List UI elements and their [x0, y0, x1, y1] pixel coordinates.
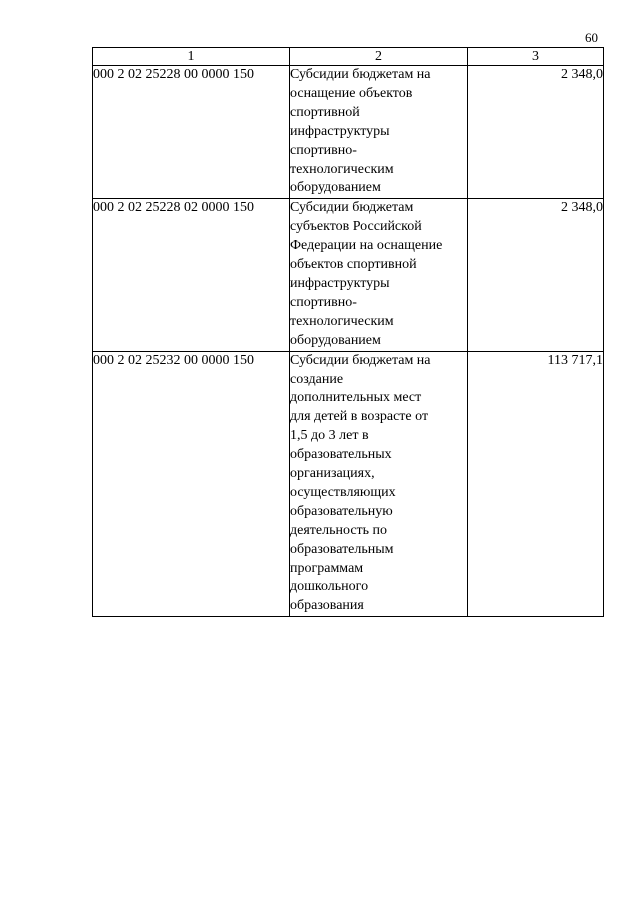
- item-name-line: технологическим: [290, 161, 394, 177]
- item-name-cell: [290, 66, 468, 199]
- amount-cell: 113 717,1: [468, 351, 604, 617]
- table-row: [93, 66, 604, 199]
- item-name-line: Субсидии бюджетам на: [290, 67, 431, 82]
- column-header-3: 3: [468, 48, 604, 66]
- table-row: [93, 199, 604, 351]
- item-name-line: инфраструктуры: [290, 123, 390, 139]
- budget-code-cell: 000 2 02 25232 00 0000 150: [93, 351, 290, 617]
- item-name-line: осуществляющих: [290, 484, 396, 500]
- amount-cell: 2 348,0: [468, 66, 604, 199]
- page-number: 60: [585, 30, 598, 45]
- item-name-line: оборудованием: [290, 180, 381, 196]
- item-name-line: спортивно-: [290, 142, 357, 158]
- budget-code-cell: 000 2 02 25228 02 0000 150: [93, 199, 290, 351]
- item-name-line: инфраструктуры: [290, 275, 390, 291]
- amount-cell: 2 348,0: [468, 199, 604, 351]
- table-body: [93, 66, 604, 617]
- item-name-line: дошкольного: [290, 579, 369, 595]
- item-name-line: дополнительных мест: [290, 390, 422, 406]
- item-name-line: Федерации на оснащение: [290, 238, 443, 254]
- item-name-line: деятельность по: [290, 522, 388, 538]
- item-name-line: образования: [290, 598, 364, 614]
- item-name-line: технологическим: [290, 313, 394, 329]
- item-name-line: программам: [290, 560, 364, 576]
- item-name-line: Субсидии бюджетам на: [290, 352, 431, 368]
- item-name-line: оснащение объектов: [290, 85, 413, 101]
- item-name-line: субъектов Российской: [290, 219, 422, 235]
- item-name-line: спортивной: [290, 104, 360, 120]
- item-name-line: создание: [290, 371, 344, 387]
- budget-code-cell: 000 2 02 25228 00 0000 150: [93, 66, 290, 199]
- item-name-cell: [290, 351, 468, 617]
- item-name-line: образовательным: [290, 541, 394, 557]
- item-name-line: для детей в возрасте от: [290, 409, 429, 425]
- item-name-line: 1,5 до 3 лет в: [290, 428, 369, 444]
- column-header-1: 1: [93, 48, 290, 66]
- item-name-line: объектов спортивной: [290, 257, 417, 273]
- item-name-line: оборудованием: [290, 332, 381, 348]
- item-name-line: образовательную: [290, 503, 393, 519]
- column-header-2: 2: [290, 48, 468, 66]
- item-name-line: спортивно-: [290, 294, 357, 310]
- item-name-line: Субсидии бюджетам: [290, 200, 414, 216]
- item-name-cell: [290, 199, 468, 351]
- item-name-line: образовательных: [290, 447, 392, 463]
- table-row: [93, 351, 604, 617]
- table-header-row: [93, 48, 604, 66]
- budget-table: [92, 47, 604, 617]
- item-name-line: организациях,: [290, 466, 375, 482]
